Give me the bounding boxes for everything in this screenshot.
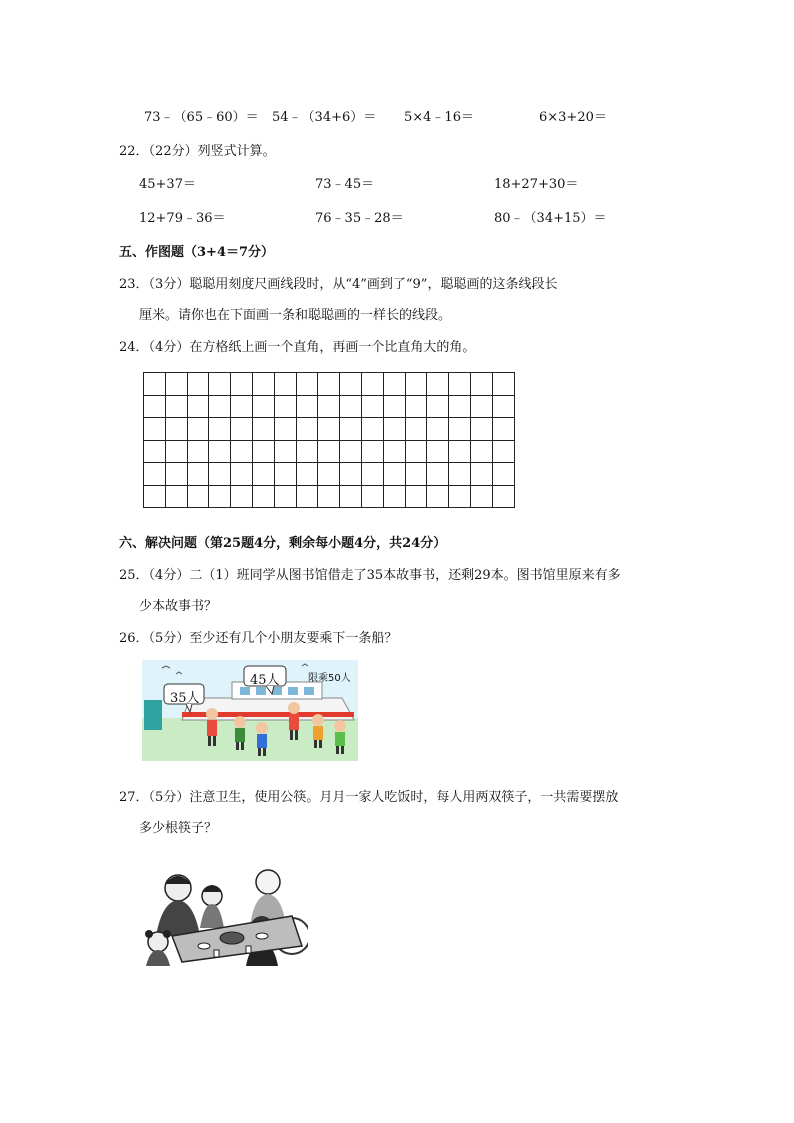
grid-cell[interactable] bbox=[297, 463, 319, 486]
grid-cell[interactable] bbox=[297, 418, 319, 441]
grid-cell[interactable] bbox=[166, 396, 188, 419]
grid-cell[interactable] bbox=[231, 463, 253, 486]
grid-cell[interactable] bbox=[471, 373, 493, 396]
grid-cell[interactable] bbox=[493, 463, 515, 486]
q22-expr-3: 18+27+30＝ bbox=[494, 177, 579, 192]
grid-cell[interactable] bbox=[166, 463, 188, 486]
grid-cell[interactable] bbox=[188, 486, 210, 509]
bubble-35: 35人 bbox=[170, 691, 200, 706]
grid-cell[interactable] bbox=[188, 373, 210, 396]
grid-cell[interactable] bbox=[340, 418, 362, 441]
grid-cell[interactable] bbox=[449, 441, 471, 464]
grid-cell[interactable] bbox=[209, 441, 231, 464]
grid-cell[interactable] bbox=[166, 441, 188, 464]
grid-cell[interactable] bbox=[406, 418, 428, 441]
grid-cell[interactable] bbox=[209, 463, 231, 486]
grid-cell[interactable] bbox=[340, 486, 362, 509]
grid-cell[interactable] bbox=[406, 486, 428, 509]
grid-cell[interactable] bbox=[340, 373, 362, 396]
grid-cell[interactable] bbox=[318, 418, 340, 441]
grid-cell[interactable] bbox=[449, 418, 471, 441]
grid-cell[interactable] bbox=[231, 486, 253, 509]
grid-cell[interactable] bbox=[275, 441, 297, 464]
q23-line-2: 厘米。请你也在下面画一条和聪聪画的一样长的线段。 bbox=[139, 308, 452, 323]
grid-cell[interactable] bbox=[449, 396, 471, 419]
grid-cell[interactable] bbox=[144, 373, 166, 396]
grid-cell[interactable] bbox=[144, 463, 166, 486]
grid-cell[interactable] bbox=[406, 441, 428, 464]
grid-cell[interactable] bbox=[166, 418, 188, 441]
grid-cell[interactable] bbox=[493, 486, 515, 509]
grid-cell[interactable] bbox=[209, 396, 231, 419]
q23-line-1: 23．（3分）聪聪用刻度尺画线段时，从“4”画到了“9”，聪聪画的这条线段长 bbox=[119, 277, 558, 292]
grid-cell[interactable] bbox=[297, 396, 319, 419]
boat-illustration bbox=[142, 660, 358, 761]
square-grid-paper[interactable] bbox=[143, 372, 515, 508]
grid-cell[interactable] bbox=[231, 441, 253, 464]
grid-cell[interactable] bbox=[166, 373, 188, 396]
grid-cell[interactable] bbox=[297, 441, 319, 464]
grid-cell[interactable] bbox=[471, 441, 493, 464]
expr-4: 6×3+20＝ bbox=[539, 110, 607, 125]
section-5-heading: 五、作图题（3+4＝7分） bbox=[119, 245, 275, 260]
grid-cell[interactable] bbox=[362, 463, 384, 486]
grid-cell[interactable] bbox=[362, 396, 384, 419]
q24-text: 24．（4分）在方格纸上画一个直角，再画一个比直角大的角。 bbox=[119, 340, 476, 355]
grid-cell[interactable] bbox=[427, 373, 449, 396]
grid-cell[interactable] bbox=[427, 486, 449, 509]
grid-cell[interactable] bbox=[471, 486, 493, 509]
expr-2: 54﹣（34+6）＝ bbox=[272, 110, 377, 125]
grid-cell[interactable] bbox=[188, 441, 210, 464]
grid-cell[interactable] bbox=[188, 463, 210, 486]
grid-cell[interactable] bbox=[362, 418, 384, 441]
grid-cell[interactable] bbox=[275, 418, 297, 441]
grid-cell[interactable] bbox=[406, 463, 428, 486]
grid-cell[interactable] bbox=[144, 418, 166, 441]
grid-cell[interactable] bbox=[209, 486, 231, 509]
grid-cell[interactable] bbox=[362, 486, 384, 509]
bubble-45: 45人 bbox=[250, 673, 280, 688]
grid-cell[interactable] bbox=[406, 373, 428, 396]
grid-cell[interactable] bbox=[340, 441, 362, 464]
grid-cell[interactable] bbox=[144, 486, 166, 509]
grid-cell[interactable] bbox=[144, 441, 166, 464]
grid-cell[interactable] bbox=[493, 396, 515, 419]
grid-cell[interactable] bbox=[471, 418, 493, 441]
grid-cell[interactable] bbox=[493, 418, 515, 441]
grid-cell[interactable] bbox=[275, 463, 297, 486]
grid-cell[interactable] bbox=[166, 486, 188, 509]
grid-cell[interactable] bbox=[275, 373, 297, 396]
grid-cell[interactable] bbox=[471, 396, 493, 419]
grid-cell[interactable] bbox=[275, 486, 297, 509]
q25-line-2: 少本故事书？ bbox=[139, 599, 218, 614]
grid-cell[interactable] bbox=[384, 418, 406, 441]
grid-cell[interactable] bbox=[427, 396, 449, 419]
grid-cell[interactable] bbox=[384, 396, 406, 419]
grid-cell[interactable] bbox=[384, 463, 406, 486]
q26-text: 26．（5分）至少还有几个小朋友要乘下一条船？ bbox=[119, 631, 398, 646]
grid-cell[interactable] bbox=[471, 463, 493, 486]
grid-cell[interactable] bbox=[188, 396, 210, 419]
q25-line-1: 25．（4分）二（1）班同学从图书馆借走了35本故事书，还剩29本。图书馆里原来有多 bbox=[119, 568, 621, 583]
grid-cell[interactable] bbox=[318, 396, 340, 419]
grid-cell[interactable] bbox=[231, 418, 253, 441]
expr-1: 73﹣（65﹣60）＝ bbox=[144, 110, 259, 125]
grid-cell[interactable] bbox=[493, 441, 515, 464]
family-dinner-illustration bbox=[142, 866, 308, 966]
grid-cell[interactable] bbox=[318, 486, 340, 509]
q22-expr-2: 73﹣45＝ bbox=[315, 177, 375, 192]
q22-title: 22．（22分）列竖式计算。 bbox=[119, 144, 276, 159]
grid-cell[interactable] bbox=[253, 373, 275, 396]
grid-cell[interactable] bbox=[427, 418, 449, 441]
capacity-sign: 限乘50人 bbox=[308, 673, 351, 684]
grid-cell[interactable] bbox=[384, 441, 406, 464]
grid-cell[interactable] bbox=[384, 486, 406, 509]
grid-cell[interactable] bbox=[188, 418, 210, 441]
q27-line-1: 27．（5分）注意卫生，使用公筷。月月一家人吃饭时，每人用两双筷子，一共需要摆放 bbox=[119, 790, 619, 805]
grid-cell[interactable] bbox=[253, 463, 275, 486]
q22-expr-1: 45+37＝ bbox=[139, 177, 196, 192]
grid-cell[interactable] bbox=[362, 373, 384, 396]
grid-cell[interactable] bbox=[427, 463, 449, 486]
grid-cell[interactable] bbox=[318, 441, 340, 464]
q27-line-2: 多少根筷子？ bbox=[139, 821, 218, 836]
grid-cell[interactable] bbox=[427, 441, 449, 464]
q22-expr-4: 12+79﹣36＝ bbox=[139, 211, 226, 226]
grid-cell[interactable] bbox=[253, 418, 275, 441]
grid-cell[interactable] bbox=[318, 463, 340, 486]
grid-cell[interactable] bbox=[362, 441, 384, 464]
grid-cell[interactable] bbox=[231, 396, 253, 419]
grid-cell[interactable] bbox=[253, 396, 275, 419]
grid-cell[interactable] bbox=[275, 396, 297, 419]
grid-cell[interactable] bbox=[493, 373, 515, 396]
grid-cell[interactable] bbox=[406, 396, 428, 419]
grid-cell[interactable] bbox=[449, 463, 471, 486]
expr-3: 5×4﹣16＝ bbox=[404, 110, 474, 125]
grid-cell[interactable] bbox=[449, 373, 471, 396]
grid-cell[interactable] bbox=[144, 396, 166, 419]
q22-expr-6: 80﹣（34+15）＝ bbox=[494, 211, 607, 226]
grid-cell[interactable] bbox=[340, 396, 362, 419]
q22-expr-5: 76﹣35﹣28＝ bbox=[315, 211, 404, 226]
grid-cell[interactable] bbox=[209, 418, 231, 441]
grid-cell[interactable] bbox=[253, 486, 275, 509]
grid-cell[interactable] bbox=[231, 373, 253, 396]
grid-cell[interactable] bbox=[384, 373, 406, 396]
grid-cell[interactable] bbox=[318, 373, 340, 396]
grid-cell[interactable] bbox=[297, 486, 319, 509]
grid-cell[interactable] bbox=[209, 373, 231, 396]
grid-cell[interactable] bbox=[340, 463, 362, 486]
grid-cell[interactable] bbox=[297, 373, 319, 396]
grid-cell[interactable] bbox=[449, 486, 471, 509]
section-6-heading: 六、解决问题（第25题4分，剩余每小题4分，共24分） bbox=[119, 536, 447, 551]
grid-cell[interactable] bbox=[253, 441, 275, 464]
